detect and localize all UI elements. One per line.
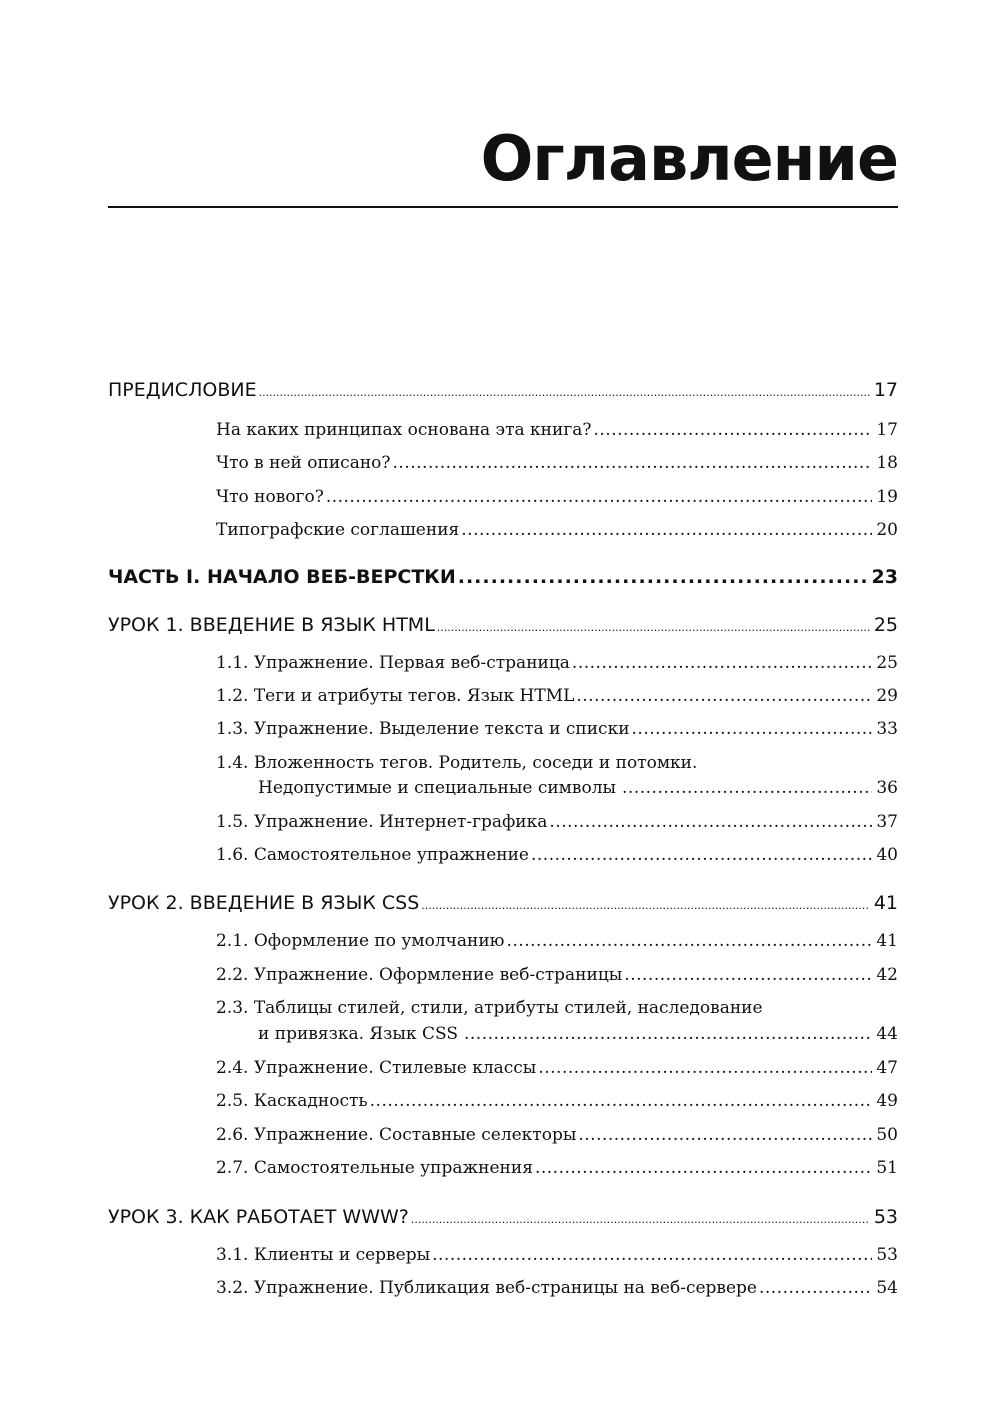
dot-leader	[531, 845, 872, 865]
toc-subentry-line-2[interactable]	[216, 1024, 898, 1044]
dot-leader	[572, 653, 872, 673]
dot-leader	[593, 420, 872, 440]
page-number: 23	[871, 566, 898, 588]
entry-label: Что в ней описано?	[216, 453, 391, 473]
toc-subentry[interactable]	[216, 812, 898, 832]
entry-label: 2.5. Каскадность	[216, 1091, 368, 1111]
page-number: 40	[876, 845, 898, 865]
dot-leader	[437, 614, 870, 636]
dot-leader	[458, 566, 868, 588]
toc-subentry-line-1[interactable]	[216, 998, 898, 1018]
toc-subentry[interactable]	[216, 653, 898, 673]
page-number: 37	[876, 812, 898, 832]
toc-subentry[interactable]	[216, 1158, 898, 1178]
page-title: Оглавление	[480, 122, 898, 195]
page-number: 20	[876, 520, 898, 540]
page-number: 36	[876, 778, 898, 798]
page-number: 25	[873, 614, 898, 636]
dot-leader	[576, 686, 872, 706]
page-number: 33	[876, 719, 898, 739]
toc-subentry[interactable]	[216, 453, 898, 473]
toc-subentry[interactable]	[216, 1058, 898, 1078]
toc-subentry[interactable]	[216, 420, 898, 440]
toc-subentry[interactable]	[216, 931, 898, 951]
toc-subentry[interactable]	[216, 1245, 898, 1265]
toc-subentry[interactable]	[216, 686, 898, 706]
entry-label: 1.3. Упражнение. Выделение текста и списки	[216, 719, 630, 739]
entry-label: 2.2. Упражнение. Оформление веб-страницы	[216, 965, 623, 985]
dot-leader	[464, 1024, 872, 1044]
toc-subentry[interactable]	[216, 1125, 898, 1145]
page-number: 47	[876, 1058, 898, 1078]
page-number: 50	[876, 1125, 898, 1145]
dot-leader	[535, 1158, 872, 1178]
entry-label: и привязка. Язык CSS	[258, 1024, 458, 1044]
page-number: 17	[873, 379, 898, 401]
table-of-contents	[108, 0, 898, 1424]
dot-leader	[326, 487, 873, 507]
dot-leader	[624, 965, 872, 985]
entry-label: 1.1. Упражнение. Первая веб-страница	[216, 653, 570, 673]
toc-entry-lesson-1[interactable]	[108, 614, 898, 636]
entry-label: 2.7. Самостоятельные упражнения	[216, 1158, 533, 1178]
dot-leader	[549, 812, 872, 832]
dot-leader	[411, 1206, 870, 1228]
entry-label: 2.1. Оформление по умолчанию	[216, 931, 505, 951]
toc-subentry[interactable]	[216, 1091, 898, 1111]
page-number: 41	[873, 892, 898, 914]
entry-label: 2.3. Таблицы стилей, стили, атрибуты стилей, наследование	[216, 998, 763, 1018]
entry-label: Типографские соглашения	[216, 520, 460, 540]
toc-subentry-line-2[interactable]	[216, 778, 898, 798]
dot-leader	[370, 1091, 873, 1111]
entry-label: Недопустимые и специальные символы	[258, 778, 617, 798]
toc-subentry[interactable]	[216, 965, 898, 985]
page-number: 18	[876, 453, 898, 473]
page-number: 41	[876, 931, 898, 951]
dot-leader	[421, 892, 870, 914]
page-number: 42	[876, 965, 898, 985]
dot-leader	[432, 1245, 872, 1265]
page-number: 51	[876, 1158, 898, 1178]
page-number: 49	[876, 1091, 898, 1111]
entry-label: 1.4. Вложенность тегов. Родитель, соседи и потомки.	[216, 753, 698, 773]
toc-entry-lesson-2[interactable]	[108, 892, 898, 914]
dot-leader	[461, 520, 872, 540]
entry-label: 3.2. Упражнение. Публикация веб-страницы на веб-сервере	[216, 1278, 757, 1298]
entry-label: УРОК 1. ВВЕДЕНИЕ В ЯЗЫК HTML	[108, 614, 435, 636]
entry-label: УРОК 3. КАК РАБОТАЕТ WWW?	[108, 1206, 409, 1228]
entry-label: ПРЕДИСЛОВИЕ	[108, 379, 257, 401]
entry-label: 3.1. Клиенты и серверы	[216, 1245, 431, 1265]
dot-leader	[759, 1278, 872, 1298]
entry-label: УРОК 2. ВВЕДЕНИЕ В ЯЗЫК CSS	[108, 892, 420, 914]
toc-subentry[interactable]	[216, 845, 898, 865]
entry-label: ЧАСТЬ I. НАЧАЛО ВЕБ-ВЕРСТКИ	[108, 566, 456, 588]
toc-entry-part-1[interactable]	[108, 566, 898, 588]
toc-subentry-line-1[interactable]	[216, 753, 898, 773]
entry-label: 1.2. Теги и атрибуты тегов. Язык HTML	[216, 686, 575, 706]
dot-leader	[506, 931, 872, 951]
page-number: 29	[876, 686, 898, 706]
dot-leader	[393, 453, 873, 473]
entry-label: 2.4. Упражнение. Стилевые классы	[216, 1058, 537, 1078]
page-number: 44	[876, 1024, 898, 1044]
page-number: 19	[876, 487, 898, 507]
page-number: 54	[876, 1278, 898, 1298]
page-number: 53	[873, 1206, 898, 1228]
dot-leader	[259, 379, 870, 401]
toc-subentry[interactable]	[216, 1278, 898, 1298]
dot-leader	[578, 1125, 872, 1145]
entry-label: Что нового?	[216, 487, 324, 507]
page-number: 25	[876, 653, 898, 673]
toc-subentry[interactable]	[216, 719, 898, 739]
entry-label: 1.6. Самостоятельное упражнение	[216, 845, 529, 865]
dot-leader	[622, 778, 872, 798]
entry-label: На каких принципах основана эта книга?	[216, 420, 592, 440]
page-number: 53	[876, 1245, 898, 1265]
toc-subentry[interactable]	[216, 520, 898, 540]
toc-subentry[interactable]	[216, 487, 898, 507]
entry-label: 1.5. Упражнение. Интернет-графика	[216, 812, 548, 832]
page-number: 17	[876, 420, 898, 440]
entry-label: 2.6. Упражнение. Составные селекторы	[216, 1125, 577, 1145]
toc-entry-lesson-3[interactable]	[108, 1206, 898, 1228]
dot-leader	[632, 719, 873, 739]
dot-leader	[538, 1058, 872, 1078]
toc-entry-preface[interactable]	[108, 379, 898, 401]
